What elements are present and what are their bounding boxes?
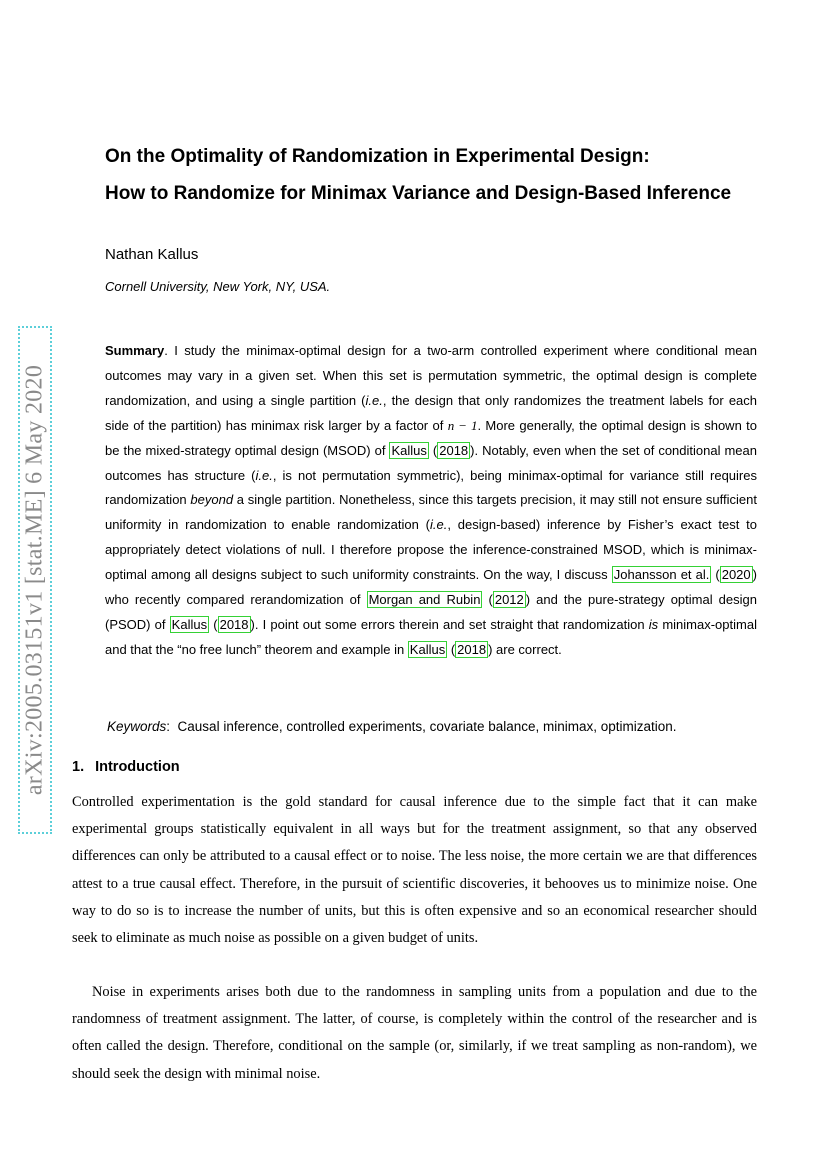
section-title: Introduction: [95, 759, 180, 775]
section-heading: [72, 759, 180, 775]
emphasis: i.e.: [429, 517, 448, 533]
paper-title-line-2: How to Randomize for Minimax Variance and Design-Based Inference: [105, 183, 732, 204]
math-expression: n − 1: [447, 417, 478, 433]
citation-year-link[interactable]: 2012: [494, 592, 524, 608]
abstract-text: ) and the pure-strategy optimal design (PSOD) of: [105, 592, 757, 632]
section-number: 1.: [72, 759, 85, 775]
body-paragraph: Controlled experimentation is the gold standard for causal inference due to the simple fact that it can make experimental groups statistically equivalent in all ways but for the treatment assignment, so that any observed differences can only be attributed to a causal effect or to noise. The less noise, the more certain we are that differences attest to a true causal effect. Therefore, in the pursuit of scientific discoveries, it behooves us to minimize noise. One way to do so is to increase the number of units, but this is often expensive and so an economical researcher should seek to eliminate as much noise as possible on a given budget of units.: [72, 794, 757, 947]
abstract-text: minimax-optimal and that the “no free lunch” theorem and example in: [105, 616, 757, 657]
emphasis: is: [648, 616, 659, 632]
abstract-text: ) who recently compared rerandomization of: [105, 567, 757, 608]
citation-link[interactable]: Kallus: [171, 616, 208, 632]
paper-title-line-1: On the Optimality of Randomization in Experimental Design:: [105, 146, 650, 167]
arxiv-identifier[interactable]: arXiv:2005.03151v1 [stat.ME] 6 May 2020: [21, 364, 48, 796]
keywords: Keywords: Causal inference, controlled experiments, covariate balance, minimax, optimization.: [107, 719, 677, 734]
abstract-text: , the design that only randomizes the treatment labels for each side of the partition) has minimax risk larger by a factor of: [105, 392, 758, 433]
abstract-text: ). Notably, even when the set of conditional mean outcomes has structure (: [105, 442, 757, 483]
citation-link[interactable]: Kallus: [409, 641, 446, 657]
citation-link[interactable]: Morgan and Rubin: [368, 592, 481, 608]
abstract-text: , design-based) inference by Fisher’s exact test to appropriately detect violations of null. I therefore propose the inference-constrained MSOD, which is minimax-optimal among all designs subject to such uniformity constraints. On the way, I discuss: [105, 517, 757, 583]
abstract-text: a single partition. Nonetheless, since this targets precision, it may still not ensure sufficient uniformity in randomization to enable randomization (: [105, 492, 757, 533]
abstract-text: . More generally, the optimal design is shown to be the mixed-strategy optimal design (MSOD) of: [105, 417, 757, 458]
keywords-value: Causal inference, controlled experiments, covariate balance, minimax, optimization.: [177, 719, 677, 734]
abstract-text: . I study the minimax-optimal design for a two-arm controlled experiment where conditional mean outcomes may vary in a given set. When this set is permutation symmetric, the optimal design is complete randomization, and using a single partition (: [105, 343, 757, 408]
abstract-text: ) are correct.: [488, 641, 562, 657]
citation-year-link[interactable]: 2018: [219, 616, 249, 632]
emphasis: i.e.: [365, 392, 383, 408]
emphasis: i.e.: [255, 467, 273, 483]
author-affiliation: Cornell University, New York, NY, USA.: [105, 279, 331, 294]
body-paragraph: Noise in experiments arises both due to the randomness in sampling units from a population and due to the randomness of treatment assignment. The latter, of course, is completely within the control of the researcher and is often called the design. Therefore, conditional on the sample (or, similarly, if we treat sampling as non-random), we should seek the design with minimal noise.: [72, 984, 757, 1082]
citation-link[interactable]: Johansson et al.: [613, 567, 710, 583]
keywords-label: Keywords: [107, 719, 167, 734]
author-name: Nathan Kallus: [105, 246, 199, 263]
abstract-text: ). I point out some errors therein and set straight that randomization: [250, 616, 649, 632]
emphasis: beyond: [190, 492, 234, 508]
abstract-label: Summary: [105, 343, 165, 358]
citation-year-link[interactable]: 2020: [721, 567, 751, 583]
citation-year-link[interactable]: 2018: [439, 442, 469, 458]
citation-link[interactable]: Kallus: [391, 442, 427, 458]
abstract-text: , is not permutation symmetric), being minimax-optimal for variance still requires randomization: [105, 467, 757, 508]
abstract: Summary. I study the minimax-optimal design for a two-arm controlled experiment where conditional mean outcomes may vary in a given set. When this set is permutation symmetric, the optimal design is complete randomization, and using a single partition (i.e., the design that only randomizes the treatment labels for each side of the partition) has minimax risk larger by a factor of n − 1. More generally, the optimal design is shown to be the mixed-strategy optimal design (MSOD) of Kallus ( 2018 ). Notably, even when the set of conditional mean outcomes has structure (i.e., is not permutation symmetric), being minimax-optimal for variance still requires randomization beyond a single partition. Nonetheless, since this targets precision, it may still not ensure sufficient uniformity in randomization to enable randomization (i.e., design-based) inference by Fisher’s exact test to appropriately detect violations of null. I therefore propose the inference-constrained MSOD, which is minimax-optimal among all designs subject to such uniformity constraints. On the way, I discuss Johansson et al. ( 2020 ) who recently compared rerandomization of Morgan and Rubin ( 2012 ) and the pure-strategy optimal design (PSOD) of Kallus ( 2018 ). I point out some errors therein and set straight that randomization is minimax-optimal and that the “no free lunch” theorem and example in Kallus ( 2018 ) are correct.: [105, 343, 758, 657]
citation-year-link[interactable]: 2018: [457, 641, 487, 657]
